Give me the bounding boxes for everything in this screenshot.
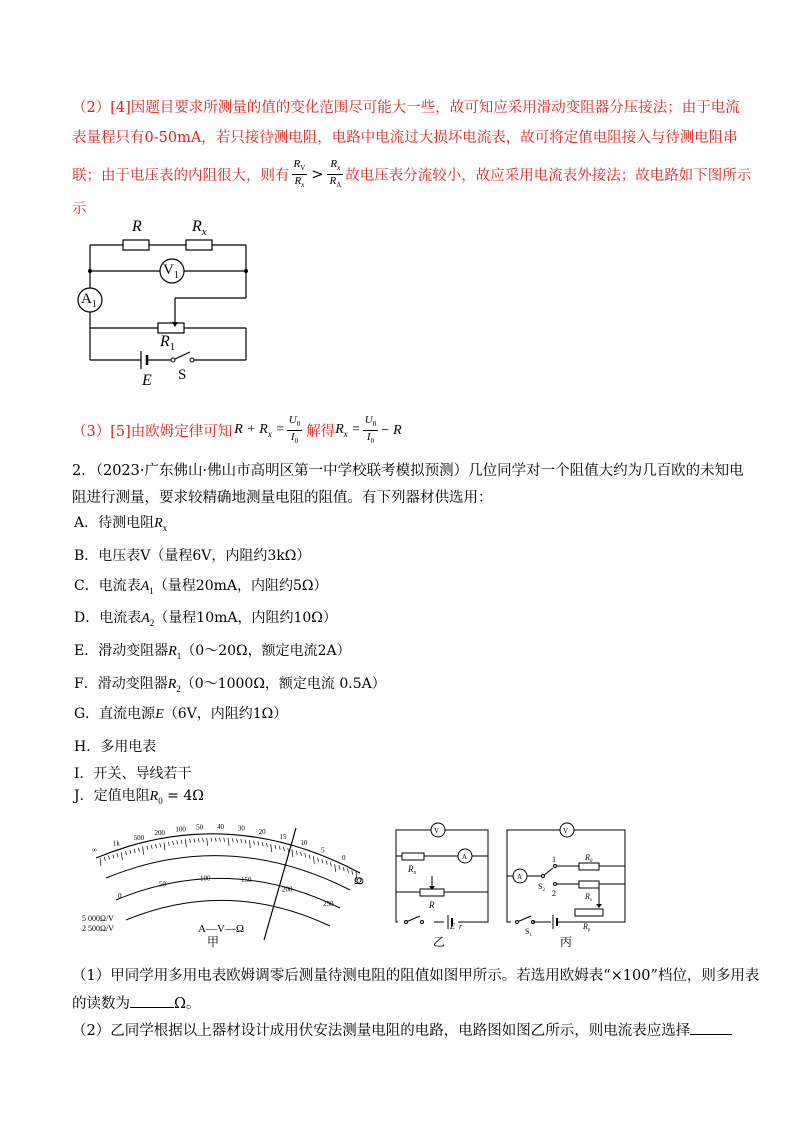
yi-e-label: E: [450, 922, 455, 931]
question2-stem-line1: 2．（2023·广东佛山·佛山市高明区第一中学校联考模拟预测）几位同学对一个阻值大约为几百欧的未知电: [72, 463, 744, 479]
scale-tick: [228, 838, 229, 846]
option-text: H．多用电表: [74, 739, 157, 755]
scale-tick: [173, 841, 174, 845]
option-text-post: （量程20mA，内阻约5Ω）: [153, 578, 328, 594]
option-symbol: $R_2$: [167, 677, 181, 694]
scale-tick: [326, 861, 327, 865]
formula-minus-r: − R: [380, 422, 402, 438]
scale-tick: [109, 856, 110, 860]
scale-tick: [288, 848, 289, 852]
meter-needle: [264, 828, 296, 940]
scale-tick: [249, 840, 250, 848]
scale-tick: [104, 857, 105, 861]
scale-tick: [151, 845, 152, 849]
circuit-diagram-bing: [503, 826, 628, 938]
yi-r-label: R: [429, 900, 435, 910]
yi-r-internal-label: r: [459, 922, 463, 931]
scale-tick: [343, 867, 344, 871]
option-text-post: （量程10mA，内阻约10Ω）: [154, 610, 337, 626]
option-a: [74, 512, 167, 533]
scale-tick: [121, 852, 122, 860]
answer-part3-line: [72, 414, 402, 447]
scale-tick: [347, 869, 348, 873]
scale-label-ohm: 100: [175, 825, 186, 834]
scale-tick: [224, 838, 225, 842]
answer-part2-line3-pre: 联；由于电压表的内阻很大，则有: [72, 168, 290, 185]
scale-tick: [330, 862, 331, 866]
bing-rx-label: $R_x$: [585, 892, 593, 903]
option-text: E．滑动变阻器: [74, 643, 169, 659]
yi-v-label: V: [434, 827, 440, 835]
fraction-u0-i0-2: $\frac{U_0}{I_0}$: [364, 414, 377, 446]
option-text-post: （0～1000Ω，额定电流 0.5A）: [180, 676, 386, 692]
option-text: A．待测电阻: [74, 515, 155, 531]
answer-part2-line4: 示: [72, 201, 87, 217]
formula-rx: $R_x$ =: [335, 422, 361, 440]
option-c: [74, 575, 328, 596]
fraction-u0-i0: $\frac{U_0}{I_0}$: [288, 414, 301, 446]
scale-label-ohm: 5: [321, 846, 325, 855]
yi-rx-label: $R_x$: [408, 864, 417, 876]
scale-tick: [177, 840, 178, 844]
scale-label-dc: 250: [323, 900, 334, 908]
bing-s1-label: $S_1$: [525, 927, 532, 938]
caption-yi: 乙: [433, 935, 446, 949]
scale-label-ohm: 40: [217, 823, 224, 831]
scale-tick: [194, 838, 195, 842]
rheostat-r1-label: $R_1$: [160, 333, 176, 354]
scale-label-ohm: 0: [342, 854, 346, 862]
scale-tick: [352, 870, 353, 874]
option-text: F．滑动变阻器: [74, 676, 168, 692]
bing-switch-pos-1: 1: [552, 855, 556, 864]
voltmeter-v1-label: $V_1$: [163, 262, 179, 281]
greater-than-sign: >: [311, 166, 324, 183]
scale-tick: [296, 851, 297, 855]
fraction-rv-rx: [292, 158, 308, 191]
option-d: [74, 607, 337, 628]
option-h: [74, 736, 156, 756]
option-text: B．电压表V（量程6V，内阻约3kΩ）: [74, 548, 311, 564]
frac2-den: $R_A$: [329, 175, 342, 190]
answer-blank-reading[interactable]: [130, 1007, 174, 1008]
scale-label-dc: 200: [282, 885, 293, 894]
battery-e-label: E: [142, 372, 152, 389]
scale-tick: [275, 845, 276, 849]
scale-tick: [147, 846, 148, 850]
question2-stem-line2: 阻进行测量，要求较精确地测量电阻的阻值。有下列器材供选用：: [72, 490, 493, 506]
scale-label-ohm: 15: [279, 832, 287, 841]
scale-label-ohm: 1k: [112, 839, 120, 848]
scale-tick: [232, 838, 233, 842]
option-symbol: $A_2$: [141, 611, 155, 628]
formula-r-plus-rx: $R + R_x$ =: [234, 422, 285, 440]
scale-tick: [143, 847, 144, 855]
bing-r0-label: $R_0$: [585, 853, 593, 864]
meter-spec1: 5 000Ω/V: [82, 914, 114, 923]
scale-tick: [271, 844, 272, 852]
caption-bing: 丙: [560, 935, 573, 949]
scale-tick: [219, 838, 220, 842]
scale-tick: [138, 848, 139, 852]
frac2-num: $R_x$: [327, 158, 343, 175]
scale-label-dc: 100: [200, 874, 211, 883]
scale-tick: [266, 843, 267, 847]
option-text: J．定值电阻: [74, 788, 150, 804]
scale-tick: [211, 838, 212, 842]
option-g: [74, 703, 287, 723]
scale-tick: [335, 864, 336, 872]
frac1-den: $R_x$: [294, 175, 305, 190]
answer-blank-ammeter[interactable]: [690, 1034, 732, 1035]
frac1-num: $R_V$: [292, 158, 308, 175]
meter-spec2: 2 500Ω/V: [82, 924, 114, 933]
yi-a-label: A: [462, 853, 468, 861]
bing-a-label: A: [517, 873, 523, 881]
switch-s-label: S: [178, 367, 187, 383]
scale-tick: [100, 858, 101, 866]
scale-tick: [207, 838, 208, 846]
option-e: [74, 640, 351, 661]
scale-tick: [134, 849, 135, 853]
option-symbol: E: [155, 707, 164, 722]
scale-tick: [126, 851, 127, 855]
scale-tick: [339, 865, 340, 869]
scale-tick: [215, 838, 216, 842]
fraction-rx-ra: [327, 158, 343, 191]
option-text: C．电流表: [74, 578, 141, 594]
scale-label-ohm: 20: [258, 827, 266, 836]
scale-tick: [185, 839, 186, 847]
meter-center-label: A—V—Ω: [198, 923, 245, 935]
scale-tick: [130, 850, 131, 854]
scale-tick: [155, 844, 156, 848]
scale-tick: [198, 838, 199, 842]
meter-omega-label: Ω: [354, 875, 363, 887]
scale-tick: [190, 839, 191, 843]
scale-tick: [318, 858, 319, 862]
option-text: G．直流电源: [74, 706, 156, 722]
scale-tick: [254, 841, 255, 845]
answer-part2-line3: [72, 158, 751, 191]
scale-tick: [305, 853, 306, 857]
scale-label-ohm: ∞: [92, 846, 97, 854]
option-symbol: $R_0$: [149, 789, 163, 806]
option-text: D．电流表: [74, 610, 142, 626]
scale-tick: [262, 842, 263, 846]
option-text-post: （6V，内阻约1Ω）: [163, 706, 288, 722]
scale-tick: [164, 842, 165, 850]
option-b: [74, 545, 310, 565]
option-text-post: = 4Ω: [162, 788, 204, 804]
circuit1-label-rx: $R_x$: [192, 218, 207, 239]
scale-tick: [117, 853, 118, 857]
subquestion2-line1: （2）乙同学根据以上器材设计成用伏安法测量电阻的电路，电路图如图乙所示，则电流表应选择: [72, 1019, 732, 1040]
multimeter-dial-figure: [78, 808, 378, 948]
option-j: [74, 785, 204, 806]
scale-label-ohm: 10: [300, 839, 308, 848]
scale-tick: [245, 840, 246, 844]
option-symbol: $A_1$: [140, 579, 154, 596]
option-symbol: $R_x$: [154, 516, 168, 533]
scale-tick: [168, 842, 169, 846]
scale-tick: [237, 839, 238, 843]
option-i: [74, 763, 192, 783]
scale-tick: [283, 847, 284, 851]
scale-tick: [292, 849, 293, 857]
bing-s2-label: $S_2$: [538, 882, 545, 893]
circuit-diagram-yi: [392, 826, 492, 931]
option-text-post: （0～20Ω，额定电流2A）: [181, 643, 351, 659]
scale-label-ohm: 50: [196, 823, 204, 832]
scale-label-dc: 50: [159, 880, 166, 889]
scale-tick: [322, 859, 323, 863]
answer-part3-mid: 解得: [306, 424, 336, 441]
scale-tick: [113, 854, 114, 858]
scale-tick: [279, 846, 280, 850]
option-symbol: $R_1$: [168, 644, 182, 661]
scale-tick: [313, 856, 314, 864]
subquestion1-line1: （1）甲同学用多用电表欧姆调零后测量待测电阻的阻值如图甲所示。若选用欧姆表“×100”档位，则多用表: [72, 968, 760, 984]
scale-tick: [258, 841, 259, 845]
scale-label-dc: 0: [118, 892, 122, 900]
answer-part2-line1: （2）[4]因题目要求所测量的值的变化范围尽可能大一些，故可知应采用滑动变阻器分压接法；由于电流: [72, 100, 740, 116]
answer-part3-prefix: （3）[5]由欧姆定律可知: [72, 424, 233, 441]
option-f: [74, 673, 386, 694]
scale-tick: [202, 838, 203, 842]
scale-label-ohm: 200: [154, 828, 165, 837]
scale-tick: [241, 839, 242, 843]
bing-switch-pos-2: 2: [552, 889, 556, 898]
ammeter-a1-label: $A_1$: [81, 291, 97, 310]
answer-part2-line3-post: 故电压表分流较小，故应采用电流表外接法；故电路如下图所示: [345, 168, 752, 185]
subquestion1-line2: 的读数为 Ω。: [72, 996, 201, 1012]
bing-v-label: V: [563, 827, 569, 835]
scale-tick: [160, 843, 161, 847]
bing-rp-label: $R_p$: [583, 922, 591, 933]
scale-tick: [181, 840, 182, 844]
caption-jia: 甲: [207, 935, 220, 949]
answer-part2-line2: 表量程只有0-50mA，若只接待测电阻，电路中电流过大损坏电流表，故可将定值电阻接入与待测电阻串: [72, 130, 738, 146]
scale-label-dc: 150: [241, 875, 252, 884]
scale-tick: [309, 855, 310, 859]
scale-tick: [301, 852, 302, 856]
scale-label-ohm: 500: [133, 833, 145, 842]
option-text: I．开关、导线若干: [74, 766, 192, 782]
scale-label-ohm: 30: [237, 824, 245, 833]
circuit1-label-r: R: [132, 218, 142, 235]
